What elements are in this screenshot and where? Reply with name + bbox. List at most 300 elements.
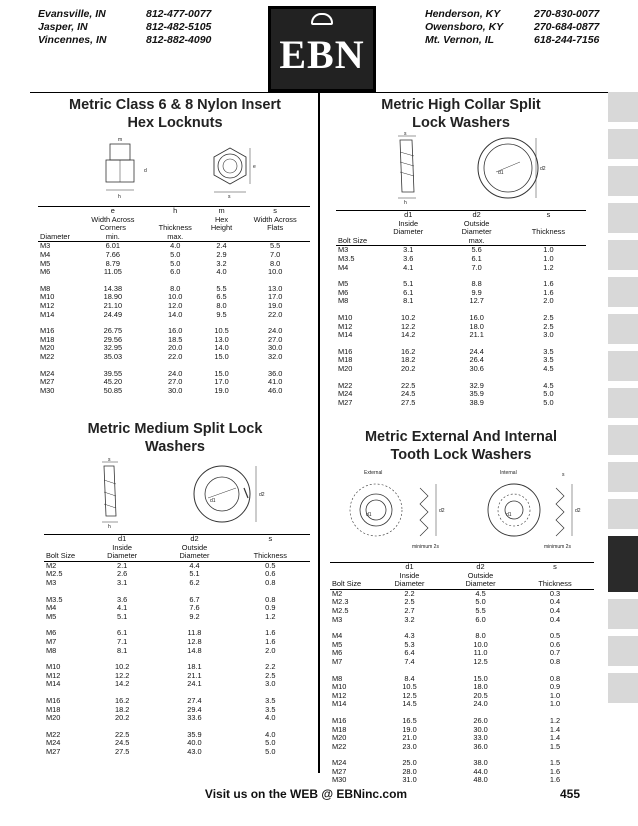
size-cell: M24 — [338, 389, 353, 399]
value-cell: 16.0 — [469, 312, 484, 322]
value-cell: 4.0 — [265, 713, 276, 723]
value-cell: 50.85 — [103, 385, 123, 395]
size-cell: M4 — [338, 262, 349, 272]
value-cell: 20.0 — [168, 343, 183, 353]
size-cell: M2.3 — [332, 597, 349, 607]
value-cell: 5.3 — [404, 639, 415, 649]
header-left-cities — [38, 8, 106, 47]
locknut-drawing — [100, 134, 260, 200]
col-header: Flats — [267, 223, 284, 233]
size-cell: M24 — [40, 368, 55, 378]
dim-label: d1 — [506, 512, 512, 518]
value-cell: 8.1 — [403, 296, 414, 306]
col-header: d1 — [374, 563, 445, 572]
size-cell: M6 — [46, 628, 57, 638]
col-header — [38, 216, 78, 225]
value-cell: 2.0 — [265, 645, 276, 655]
size-cell: M7 — [46, 636, 57, 646]
value-cell: 19.0 — [267, 300, 283, 310]
value-cell: 18.2 — [401, 355, 416, 365]
dim-label: d1 — [498, 170, 504, 176]
table-row — [38, 268, 310, 277]
value-cell: 0.4 — [549, 605, 561, 615]
value-cell: 18.2 — [114, 704, 130, 714]
table-row — [38, 311, 310, 320]
col-header: Bolt Size — [44, 552, 86, 561]
size-cell: M20 — [332, 733, 347, 743]
value-cell: 5.0 — [475, 597, 486, 607]
dim-label: s — [108, 457, 111, 463]
size-cell: M30 — [332, 775, 347, 785]
col-header: Inside — [398, 218, 419, 228]
value-cell: 7.6 — [189, 603, 200, 613]
value-cell: 2.9 — [216, 249, 227, 259]
value-cell: 38.0 — [473, 758, 488, 768]
value-cell: 6.01 — [105, 241, 121, 251]
value-cell: 32.95 — [103, 343, 123, 353]
col-header: d1 — [374, 211, 442, 220]
value-cell: 12.2 — [401, 321, 416, 331]
size-cell: M22 — [332, 741, 347, 751]
value-cell: 15.0 — [473, 673, 488, 683]
value-cell: 11.0 — [473, 648, 488, 658]
value-cell: 1.4 — [549, 733, 561, 743]
value-cell: 6.4 — [404, 648, 415, 658]
size-cell: M3 — [46, 577, 57, 587]
size-cell: M8 — [46, 645, 57, 655]
value-cell: 0.8 — [549, 656, 561, 666]
col-header — [44, 535, 86, 544]
size-cell: M20 — [46, 713, 61, 723]
value-cell: 2.7 — [404, 605, 415, 615]
value-cell: 30.6 — [469, 363, 484, 373]
section-tab — [608, 425, 638, 455]
value-cell: 6.1 — [403, 287, 414, 297]
value-cell: 20.2 — [401, 363, 416, 373]
table-row — [330, 743, 594, 752]
col-header: Diameter — [445, 580, 516, 589]
phone: 812-477-0077 — [146, 8, 212, 20]
value-cell: 14.8 — [187, 645, 202, 655]
value-cell: 21.1 — [187, 670, 202, 680]
value-cell: 14.2 — [114, 679, 130, 689]
value-cell: 13.0 — [214, 334, 229, 344]
size-cell: M14 — [46, 679, 61, 689]
value-cell: 22.5 — [401, 380, 416, 390]
value-cell: 5.0 — [543, 397, 554, 407]
col-header: Diameter — [461, 227, 492, 237]
table-row — [330, 776, 594, 785]
value-cell: 18.1 — [187, 662, 202, 672]
value-cell: 7.1 — [117, 636, 128, 646]
col-header: Thickness — [516, 580, 594, 589]
size-cell: M22 — [338, 380, 353, 390]
col-header: d2 — [445, 563, 516, 572]
value-cell: 12.8 — [187, 636, 202, 646]
value-cell: 2.5 — [543, 321, 554, 331]
size-cell: M16 — [46, 695, 61, 705]
value-cell: 2.5 — [265, 670, 276, 680]
table-row — [330, 658, 594, 667]
value-cell: 23.0 — [402, 741, 417, 751]
value-cell: 21.1 — [469, 330, 484, 340]
value-cell: 9.9 — [471, 287, 482, 297]
value-cell: 18.0 — [469, 321, 484, 331]
value-cell: 1.0 — [543, 245, 554, 255]
city: Mt. Vernon, IL — [425, 34, 495, 46]
value-cell: 3.1 — [403, 245, 414, 255]
value-cell: 5.0 — [543, 389, 554, 399]
col-header — [38, 207, 78, 216]
value-cell: 18.5 — [168, 334, 183, 344]
external-label: External — [364, 470, 383, 476]
value-cell: 16.5 — [402, 715, 417, 725]
value-cell: 10.5 — [402, 682, 417, 692]
value-cell: 0.7 — [549, 648, 561, 658]
col-header: s — [511, 211, 586, 220]
value-cell: 1.6 — [543, 279, 554, 289]
value-cell: 4.1 — [403, 262, 414, 272]
value-cell: 35.9 — [469, 389, 484, 399]
value-cell: 29.4 — [187, 704, 202, 714]
size-cell: M18 — [40, 334, 55, 344]
col-header: h — [148, 207, 203, 216]
value-cell: 4.0 — [265, 729, 276, 739]
size-cell: M5 — [332, 639, 343, 649]
col-header: Width Across — [91, 214, 135, 224]
value-cell: 5.1 — [403, 279, 414, 289]
value-cell: 0.4 — [549, 614, 561, 624]
title-line: Lock Washers — [412, 115, 510, 131]
phone: 270-830-0077 — [534, 8, 600, 20]
value-cell: 2.2 — [404, 588, 415, 598]
size-cell: M22 — [40, 351, 55, 361]
dim-label: d2 — [259, 492, 265, 498]
size-cell: M5 — [46, 611, 57, 621]
value-cell: 4.0 — [216, 267, 227, 277]
value-cell: 22.0 — [267, 309, 283, 319]
col-header: Outside — [467, 570, 494, 580]
size-cell: M5 — [338, 279, 349, 289]
value-cell: 1.2 — [549, 715, 561, 725]
value-cell: 9.5 — [216, 309, 227, 319]
min-label: minimum 2s — [412, 544, 439, 550]
value-cell: 2.1 — [117, 560, 128, 570]
size-cell: M6 — [40, 267, 51, 277]
value-cell: 0.8 — [265, 594, 276, 604]
size-cell: M8 — [332, 673, 343, 683]
size-cell: M22 — [46, 729, 61, 739]
col-header: Hex — [214, 214, 229, 224]
external-tooth-washer — [350, 484, 402, 536]
value-cell: 38.9 — [469, 397, 484, 407]
size-cell: M6 — [338, 287, 349, 297]
size-cell: M12 — [338, 321, 353, 331]
value-cell: 0.5 — [549, 631, 561, 641]
size-cell: M12 — [332, 690, 347, 700]
section-tab — [608, 203, 638, 233]
table-row — [336, 365, 586, 374]
value-cell: 2.0 — [543, 296, 554, 306]
table-row — [44, 680, 310, 689]
table-row — [44, 579, 310, 588]
size-cell: M2 — [332, 588, 343, 598]
section-tab — [608, 673, 638, 703]
value-cell: 14.0 — [214, 343, 229, 353]
value-cell: 7.0 — [270, 249, 281, 259]
phone: 812-482-5105 — [146, 21, 212, 33]
value-cell: 6.1 — [117, 628, 128, 638]
value-cell: 22.0 — [168, 351, 183, 361]
col-header: Diameter — [86, 552, 158, 561]
value-cell: 1.0 — [549, 690, 561, 700]
col-header: d2 — [442, 211, 510, 220]
value-cell: 8.8 — [471, 279, 482, 289]
crest-icon — [311, 13, 333, 25]
value-cell: 6.7 — [189, 594, 200, 604]
col-header: Corners — [99, 223, 126, 233]
value-cell: 3.5 — [265, 695, 276, 705]
col-header — [330, 563, 374, 572]
value-cell: 1.5 — [549, 758, 561, 768]
value-cell: 16.0 — [168, 326, 183, 336]
value-cell: 10.0 — [168, 292, 183, 302]
value-cell: 10.5 — [214, 326, 229, 336]
col-header: Bolt Size — [336, 237, 374, 246]
size-cell: M3 — [40, 241, 51, 251]
value-cell: 6.2 — [189, 577, 200, 587]
title-line: Metric External And Internal — [364, 429, 558, 445]
value-cell: 4.0 — [170, 241, 181, 251]
size-cell: M18 — [46, 704, 61, 714]
logo-text: EBN — [279, 32, 365, 77]
internal-tooth-washer — [488, 484, 540, 536]
value-cell: 29.56 — [103, 334, 123, 344]
value-cell: 3.2 — [404, 614, 415, 624]
value-cell: 24.5 — [114, 738, 130, 748]
col-header: Height — [210, 223, 233, 233]
table-row — [44, 714, 310, 723]
dim-label: m — [118, 137, 123, 143]
value-cell: 5.5 — [270, 241, 281, 251]
value-cell: 27.5 — [401, 397, 416, 407]
value-cell: 41.0 — [267, 377, 283, 387]
column-divider — [318, 93, 320, 773]
value-cell: 35.03 — [103, 351, 123, 361]
size-cell: M3.5 — [46, 594, 63, 604]
table-row — [336, 331, 586, 340]
table-row — [330, 700, 594, 709]
table-row — [330, 616, 594, 625]
col-header: Bolt Size — [330, 580, 374, 589]
col-header: Thickness — [231, 552, 310, 561]
city: Henderson, KY — [425, 8, 501, 20]
value-cell: 48.0 — [473, 775, 488, 785]
value-cell: 1.6 — [265, 628, 276, 638]
col-header: Diameter — [374, 580, 445, 589]
min-label: minimum 2s — [544, 544, 571, 550]
value-cell: 26.75 — [103, 326, 123, 336]
city: Jasper, IN — [38, 21, 88, 33]
value-cell: 4.5 — [543, 363, 554, 373]
value-cell: 5.1 — [189, 569, 200, 579]
value-cell: 0.9 — [265, 603, 276, 613]
value-cell: 44.0 — [473, 766, 488, 776]
section-tab — [608, 636, 638, 666]
value-cell: 5.6 — [471, 245, 482, 255]
size-cell: M5 — [40, 258, 51, 268]
dim-label: s — [228, 194, 231, 200]
size-cell: M10 — [46, 662, 61, 672]
section-tab — [608, 499, 638, 529]
value-cell: 30.0 — [473, 724, 488, 734]
size-cell: M8 — [40, 283, 51, 293]
value-cell: 27.0 — [267, 334, 283, 344]
value-cell: 36.0 — [267, 368, 283, 378]
size-cell: M7 — [332, 656, 343, 666]
value-cell: 5.5 — [475, 605, 486, 615]
size-cell: M3 — [332, 614, 343, 624]
table-row — [38, 387, 310, 396]
value-cell: 8.0 — [170, 283, 181, 293]
size-cell: M20 — [40, 343, 55, 353]
section-tab — [608, 240, 638, 270]
city: Vincennes, IN — [38, 34, 107, 46]
value-cell: 6.5 — [216, 292, 227, 302]
section-tab-active — [608, 536, 638, 592]
value-cell: 8.0 — [216, 300, 227, 310]
value-cell: 20.5 — [473, 690, 488, 700]
value-cell: 0.9 — [549, 682, 561, 692]
value-cell: 14.38 — [103, 283, 123, 293]
size-cell: M6 — [332, 648, 343, 658]
value-cell: 45.20 — [103, 377, 123, 387]
header-left-phones — [146, 8, 211, 47]
col-header: Inside — [399, 570, 420, 580]
value-cell: 26.4 — [469, 355, 484, 365]
dim-label: h — [404, 200, 407, 206]
value-cell: 9.2 — [189, 611, 200, 621]
page-number: 455 — [560, 787, 581, 801]
col-header: m — [203, 207, 241, 216]
value-cell: 5.0 — [170, 249, 181, 259]
value-cell: 14.2 — [401, 330, 416, 340]
size-cell: M12 — [46, 670, 61, 680]
value-cell: 4.4 — [189, 560, 200, 570]
tooth-table — [330, 562, 594, 785]
col-header: Diameter — [393, 227, 424, 237]
size-cell: M2.5 — [46, 569, 63, 579]
size-cell: M27 — [40, 377, 55, 387]
value-cell: 2.5 — [543, 312, 554, 322]
dim-label: d — [144, 168, 147, 174]
size-cell: M3 — [338, 245, 349, 255]
table-row — [336, 297, 586, 306]
value-cell: 1.6 — [543, 287, 554, 297]
value-cell: 22.5 — [114, 729, 130, 739]
value-cell: 24.4 — [469, 346, 484, 356]
size-cell: M14 — [332, 699, 347, 709]
section-tab — [608, 388, 638, 418]
header-right-phones — [534, 8, 599, 47]
value-cell: 30.0 — [267, 343, 283, 353]
value-cell: 21.0 — [402, 733, 417, 743]
value-cell: 12.5 — [473, 656, 488, 666]
value-cell: 11.05 — [103, 267, 122, 277]
col-header: Outside — [181, 542, 208, 552]
value-cell: 3.2 — [216, 258, 227, 268]
value-cell: 46.0 — [267, 385, 283, 395]
table-row — [44, 647, 310, 656]
value-cell: 26.0 — [473, 715, 488, 725]
section-tabs — [608, 92, 638, 710]
col-header: s — [516, 563, 594, 572]
value-cell: 28.0 — [402, 766, 417, 776]
col-header: min. — [78, 233, 148, 242]
size-cell: M4 — [46, 603, 57, 613]
value-cell: 6.0 — [170, 267, 181, 277]
col-header: Diameter — [158, 552, 230, 561]
value-cell: 3.0 — [543, 330, 554, 340]
size-cell: M10 — [332, 682, 347, 692]
table-row — [38, 353, 310, 362]
value-cell: 24.0 — [168, 368, 183, 378]
mediumsplit-drawing — [96, 458, 276, 528]
value-cell: 21.10 — [103, 300, 123, 310]
value-cell: 10.2 — [401, 312, 416, 322]
size-cell: M3.5 — [338, 253, 355, 263]
mediumsplit-table — [44, 534, 310, 756]
value-cell: 6.0 — [475, 614, 486, 624]
value-cell: 24.0 — [473, 699, 488, 709]
dim-label: s — [562, 472, 565, 478]
size-cell: M14 — [338, 330, 353, 340]
value-cell: 33.6 — [187, 713, 202, 723]
value-cell: 10.2 — [114, 662, 130, 672]
table-row — [336, 399, 586, 408]
value-cell: 1.5 — [549, 741, 561, 751]
value-cell: 12.0 — [168, 300, 183, 310]
highcollar-title — [326, 96, 596, 132]
value-cell: 4.5 — [475, 588, 486, 598]
value-cell: 14.0 — [168, 309, 183, 319]
section-tab — [608, 92, 638, 122]
dim-label: d2 — [439, 508, 445, 514]
size-cell: M4 — [40, 249, 51, 259]
section-tab — [608, 599, 638, 629]
value-cell: 1.2 — [543, 262, 554, 272]
value-cell: 0.8 — [265, 577, 276, 587]
value-cell: 1.0 — [549, 699, 561, 709]
title-line: Hex Locknuts — [127, 115, 223, 131]
value-cell: 32.9 — [469, 380, 484, 390]
value-cell: 16.2 — [401, 346, 416, 356]
col-header: Diameter — [38, 233, 78, 242]
col-header: Thickness — [158, 223, 192, 233]
highcollar-drawing — [388, 131, 558, 206]
size-cell: M16 — [40, 326, 55, 336]
value-cell: 17.0 — [214, 377, 229, 387]
value-cell: 7.0 — [471, 262, 482, 272]
value-cell: 1.6 — [265, 636, 276, 646]
value-cell: 3.0 — [265, 679, 276, 689]
value-cell: 8.1 — [117, 645, 128, 655]
value-cell: 27.5 — [114, 746, 130, 756]
size-cell: M27 — [46, 746, 61, 756]
value-cell: 3.6 — [117, 594, 128, 604]
title-line: Metric High Collar Split — [381, 97, 541, 113]
size-cell: M14 — [40, 309, 55, 319]
